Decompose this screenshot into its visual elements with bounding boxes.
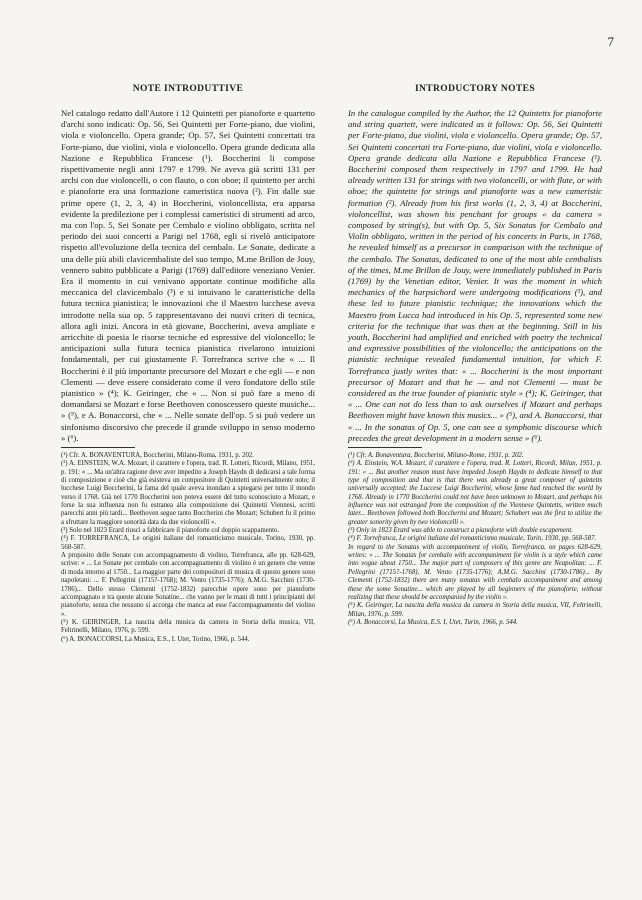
italian-footnotes	[61, 452, 315, 644]
italian-footnote-divider	[61, 447, 135, 448]
footnote: (¹) Cfr. A. Bonaventura, Boccherini, Milano-Rome, 1931, p. 202.	[348, 452, 524, 459]
english-heading: INTRODUCTORY NOTES	[414, 84, 536, 94]
footnote: (²) A. Einstein, W.A. Mozart, il carattere e l'opera, trad. R. Lotteri, Ricordi, Milan, 1951, p. 191: « ... But another reason must have impeded Joseph Haydn to dedicate himself to that type of composition and that is that there was already a great composer of quintetts universally accepted; the Luccese Luigi Boccherini, whose fame had reached the world by 1768. Already in 1770 Boccherini could not have been unknown to Mozart, and perhaps his influence was not estranged from the composition of the Viennese Quintetts, written much later... Beethoven followed both Boccherini and Mozart; Schubert was the first to utilize the greater sonority given by two violoncelli ».	[348, 460, 602, 526]
footnote: In regard to the Sonatas with accompaniment of violin, Torrefranca, on pages 628-629, writes: « ... The Sonatas for cembalo with accompaniment for violin is a style which came into vogue about 1750... The major part of composers of this genre are Neapolitan: ... F. Pellegrini (1715?-1768), M. Vento (1735-1776); A.M.G. Sacchini (1730-1786)... By Clementi (1752-1832) there are many sonatas with cembalo accompaniment and among these the some Sonatine... which are played by all beginners of the pianoforte, without realizing that these should be accompanied by the violin ».	[348, 543, 602, 601]
footnote: (²) A. EINSTEIN, W.A. Mozart, il carattere e l'opera, trad. R. Lotteri, Ricordi, Milano, 1951, p. 191: « ... Ma un'altra ragione deve aver impedito a Joseph Haydn di dedicarsi a tale forma di composizione e cioè che già esisteva un compositore di Quintetti universalmente noto; il lucchese Luigi Boccherini, la fama del quale aveva inondato a spiegarsi per tutto il mondo verso il 1768. Già nel 1770 Boccherini non poteva essere del tutto sconosciuto a Mozart, e forse la sua influenza non fu estranea alla composizione dei Quintetti Viennesi, scritti parecchi anni più tardi... Beethoven segue tanto Boccherini che Mozart; Schubert fu il primo a sfruttare la maggiore sonorità data da due violoncelli ».	[61, 460, 315, 526]
italian-heading: NOTE INTRODUTTIVE	[132, 84, 244, 94]
english-footnotes	[348, 452, 602, 627]
italian-column	[61, 84, 315, 444]
footnote: (¹) Cfr. A. BONAVENTURA, Boccherini, Milano-Roma, 1931, p. 202.	[61, 452, 254, 459]
english-body-text: In the catalogue compiled by the Author, the 12 Quintetts for pianoforte and string quartett, were indicated as it follows: Op. 56, Sei Quintetti per Forte-piano, due violini, viola e violoncello. Opera grande; Op. 57, Sei Quintetti concertati tra Forte-piano, due violini, viola e violoncello. Opera grande dedicata alla Nazione e Repubblica Francese (¹). Boccherini composed them respectively in 1797 and 1799. He had already written 131 for strings with two violoncelli, or with flute, or with oboe; the quintette for strings and pianoforte was a new cameristic formation (²). Already from his first works (1, 2, 3, 4) at Boccherini, violoncellist, was shown his penchant for groups « da camera » composed by string(s), but with Op. 5, Six Sonatas for Cembalo and Violin obbligato, written in the period of his concerts in Paris, in 1768, he revealed himself as a precursor in comparison with the technique of the cembalo. The Sonatas, dedicated to one of the most able cembalists of the times, M.me Brillon de Jouy, were immediately published in Paris (1769) by the Venetian editor, Venier. It was the moment in which mechanics of the harpsichord were undergoing modifications (³), and these led to future pianistic technique; the innovations which the Maestro from Lucca had introduced in his Op. 5, represented some new criteria for the technique that was then at the beginning. Still in his youth, Boccherini had amplified and enriched with poetry the technical and expressive possibilities of the violoncello; the anticipations on the pianistic technique revealed fundamental intuition, for which F. Torrefranca justly writes that: « ... Boccherini is the most important precursor of Mozart and that he — and not Clementi — must be considered as the true founder of pianistic style » (⁴); K. Geiringer, that « ... One can not do less than to ask ourselves if Mozart and perhaps Beethoven might have known this musics... » (⁵), and A. Bonaccorsi, that « ... In the sonatas of Op. 5, one can see a symphonic discourse which precedes the great development in a modern sense » (⁶).	[348, 108, 602, 443]
footnote: A proposito delle Sonate con accompagnamento di violino, Torrefranca, alle pp. 628-629, scrive: « ... Le Sonate per cembalo con accompagnamento di violino è un genere che venne di moda intorno al 1750... La maggior parte dei compositori di musica di questo genere sono napoletani: ... F. Pellegrini (1715?-1768); M. Vento (1735-1776); A.M.G. Sacchini (1730-1786)... Dello stesso Clementi (1752-1832) parecchie opere sono per pianoforte accompagnato e tra queste alcune Sonatine... che vanno per le mani di tutti i principianti del pianoforte, senza che nessuno si accorga che manca ad esse l'accompagnamento del violino ».	[61, 552, 315, 618]
footnote: (⁵) K. Geiringer, La nascita della musica da camera in Storia della musica, VII, Feltrinelli, Milan, 1976, p. 599.	[348, 602, 602, 618]
footnote: (⁴) F. TORREFRANCA, Le origini italiane del romanticismo musicale, Torino, 1930, pp. 568-587.	[61, 535, 315, 551]
italian-body-text: Nel catalogo redatto dall'Autore i 12 Quintetti per pianoforte e quartetto d'archi sono indicati: Op. 56, Sei Quintetti per Forte-piano, due violini, viola e violoncello. Opera grande; Op. 57, Sei Quintetti concertati tra Forte-piano, due violini, viola e violoncello. Opera grande dedicata alla Nazione e Repubblica Francese (¹). Boccherini li compose rispettivamente negli anni 1797 e 1799. Ne aveva già scritti 131 per archi con due violoncelli, o con flauto, o con oboe; il quintetto per archi e pianoforte era una formazione cameristica nuova (²). Fin dalle sue prime opere (1, 2, 3, 4) in Boccherini, violoncellista, era apparsa evidente la predilezione per i complessi cameristici di strumenti ad arco, ma con l'op. 5, Sei Sonate per Cembalo e violino obbligato, scritta nel periodo dei suoi concerti a Parigi nel 1768, egli si rivelò anticipatore rispetto all'evoluzione della tecnica del cembalo. Le Sonate, dedicate a una delle più abili clavicembaliste del suo tempo, M.me Brillon de Jouy, vennero subito pubblicate a Parigi (1769) dall'editore veneziano Venier. Era il momento in cui venivano apportate continue modifiche alla meccanica del clavicembalo (³) e si intuivano le caratteristiche della futura tecnica pianistica; le innovazioni che il Maestro lucchese aveva introdotte nella sua op. 5 rappresentavano dei nuovi criteri di tecnica, allora agli inizi. Ancora in età giovane, Boccherini, aveva ampliate e arricchite di poesia le risorse tecniche ed espressive del violoncello; le anticipazioni sulla futura tecnica pianistica rivelarono intuizioni fondamentali, per cui giustamente F. Torrefranca scrive che « ... Il Boccherini è il più importante precursore del Mozart e che egli — e non Clementi — deve essere considerato come il vero fondatore dello stile pianistico » (⁴); K. Geiringer, che « ... Non si può fare a meno di domandarsi se Mozart e forse Beethoven conoscessero queste musiche... » (⁵), e A. Bonaccorsi, che « ... Nelle sonate dell'op. 5 si può vedere un sinfonismo discorsivo che precede il grande sviluppo in senso moderno » (⁶).	[61, 108, 315, 443]
footnote: (⁶) A. BONACCORSI, La Musica, E.S., I. Utet, Torino, 1966, p. 544.	[61, 635, 250, 643]
footnote: (³) Only in 1823 Erard was able to construct a pianoforte with double escapement.	[348, 527, 573, 535]
footnote: (⁵) K. GEIRINGER, La nascita della musica da camera in Storia della musica, VII, Feltrinelli, Milano, 1976, p. 599.	[61, 618, 315, 635]
footnote: (⁶) A. Bonaccorsi, La Musica, E.S. I, Utet, Turin, 1966, p. 544.	[348, 618, 518, 626]
page-number: 7	[607, 34, 614, 49]
english-column	[348, 84, 602, 444]
footnote: (⁴) F. Torrefranca, Le origini italiane del romanticismo musicale, Turin, 1930, pp. 568-587.	[348, 535, 597, 543]
footnote: (³) Solo nel 1823 Erard riuscì a fabbricare il pianoforte col doppio scappamento.	[61, 527, 280, 535]
english-footnote-divider	[348, 447, 422, 448]
